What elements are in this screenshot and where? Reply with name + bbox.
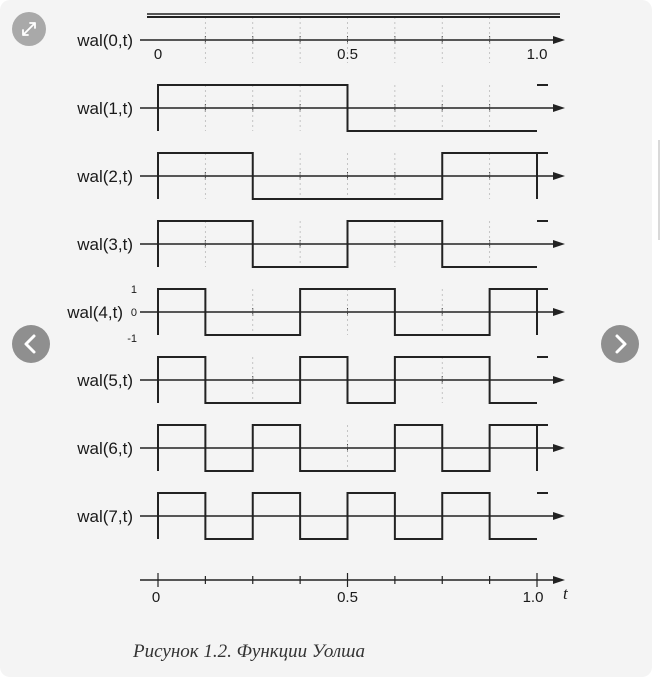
- axis-arrow: [553, 104, 565, 112]
- axis-arrow: [553, 376, 565, 384]
- waveform-7: [76, 493, 565, 539]
- waveform-label: wal(4,t): [67, 303, 123, 322]
- expand-button[interactable]: [12, 12, 46, 46]
- waveform-5: [76, 357, 565, 403]
- axis-arrow: [553, 576, 565, 584]
- bottom-tick-label: 1.0: [522, 589, 544, 606]
- top-tick-label: 1.0: [526, 46, 548, 63]
- bottom-tick-label: 0: [151, 589, 161, 606]
- time-axis: [140, 573, 569, 606]
- level-label-high: 1: [130, 284, 137, 296]
- top-tick-label: 0: [153, 46, 163, 63]
- waveform-0: [76, 17, 565, 63]
- level-label-low: -1: [127, 333, 137, 345]
- waveform-3: [76, 221, 565, 267]
- previous-image-button[interactable]: [12, 325, 50, 363]
- waveform-label: wal(3,t): [77, 235, 133, 254]
- waveform-label: wal(5,t): [77, 371, 133, 390]
- bottom-tick-label: 0.5: [337, 589, 358, 606]
- axis-arrow: [553, 36, 565, 44]
- axis-arrow: [553, 240, 565, 248]
- page-edge: [652, 0, 661, 677]
- waveform-label: wal(0,t): [77, 31, 133, 50]
- waveform-label: wal(1,t): [77, 99, 133, 118]
- scroll-edge-marker: [658, 140, 660, 240]
- axis-arrow: [553, 172, 565, 180]
- level-label-zero: 0: [130, 307, 137, 319]
- waveform-label: wal(6,t): [77, 439, 133, 458]
- next-image-button[interactable]: [601, 325, 639, 363]
- expand-arrows-icon: [12, 12, 46, 46]
- chevron-left-icon: [12, 325, 50, 363]
- waveform-label: wal(2,t): [77, 167, 133, 186]
- axis-arrow: [553, 308, 565, 316]
- waveform-1: [76, 85, 565, 131]
- waveform-label: wal(7,t): [77, 507, 133, 526]
- top-tick-label: 0.5: [337, 46, 358, 63]
- time-variable-label: t: [563, 584, 568, 603]
- axis-arrow: [553, 512, 565, 520]
- waveform-2: [76, 153, 565, 199]
- chevron-right-icon: [601, 325, 639, 363]
- waveform-6: [76, 425, 565, 471]
- waveform-4: [66, 284, 565, 345]
- axis-arrow: [553, 444, 565, 452]
- figure-caption: Рисунок 1.2. Функции Уолша: [133, 641, 365, 662]
